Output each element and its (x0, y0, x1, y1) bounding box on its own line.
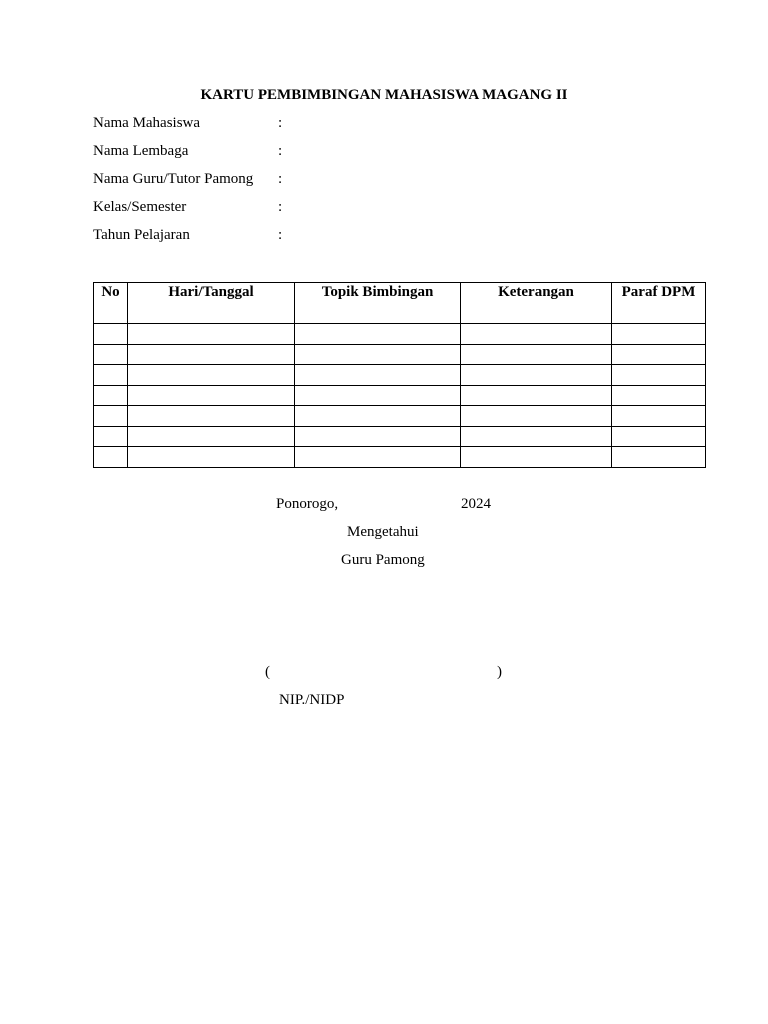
table-cell (295, 344, 461, 365)
signature-close-paren: ) (497, 664, 502, 680)
header-keterangan: Keterangan (461, 283, 612, 324)
role-label: Guru Pamong (341, 552, 425, 568)
table-cell (461, 426, 612, 447)
info-colon: : (278, 199, 283, 215)
page-title: KARTU PEMBIMBINGAN MAHASISWA MAGANG II (200, 87, 568, 103)
guidance-table (93, 282, 706, 468)
table-cell (295, 324, 461, 345)
header-topik-bimbingan: Topik Bimbingan (295, 283, 461, 324)
acknowledged-label: Mengetahui (347, 524, 419, 540)
table-row (94, 385, 706, 406)
table-cell (612, 365, 706, 386)
header-no: No (94, 283, 128, 324)
table-cell (128, 406, 295, 427)
info-label: Kelas/Semester (93, 199, 187, 215)
table-row (94, 426, 706, 447)
nip-label: NIP./NIDP (279, 692, 345, 708)
table-row (94, 344, 706, 365)
table-cell (461, 344, 612, 365)
table-row (94, 447, 706, 468)
table-cell (295, 426, 461, 447)
table-cell (461, 447, 612, 468)
table-cell (612, 447, 706, 468)
table-cell (461, 365, 612, 386)
place-label: Ponorogo, (276, 496, 339, 512)
table-cell (94, 426, 128, 447)
table-cell (295, 406, 461, 427)
info-colon: : (278, 227, 283, 243)
info-label: Nama Guru/Tutor Pamong (93, 171, 254, 187)
table-cell (295, 447, 461, 468)
table-cell (128, 344, 295, 365)
table-row (94, 324, 706, 345)
year-label: 2024 (461, 496, 491, 512)
table-cell (461, 385, 612, 406)
table-row (94, 365, 706, 386)
info-colon: : (278, 115, 283, 131)
table-header-row (94, 283, 706, 324)
header-paraf-dpm: Paraf DPM (612, 283, 706, 324)
signature-open-paren: ( (265, 664, 270, 680)
table-cell (128, 324, 295, 345)
table-cell (128, 426, 295, 447)
table-cell (94, 344, 128, 365)
table-cell (94, 406, 128, 427)
header-hari-tanggal: Hari/Tanggal (128, 283, 295, 324)
table-row (94, 406, 706, 427)
table-cell (461, 324, 612, 345)
table-cell (128, 447, 295, 468)
info-colon: : (278, 171, 283, 187)
info-label: Nama Lembaga (93, 143, 189, 159)
table-cell (128, 365, 295, 386)
table-cell (612, 406, 706, 427)
table-cell (94, 385, 128, 406)
info-label: Nama Mahasiswa (93, 115, 201, 131)
table-cell (612, 344, 706, 365)
table-cell (612, 385, 706, 406)
table-cell (461, 406, 612, 427)
table-cell (128, 385, 295, 406)
info-colon: : (278, 143, 283, 159)
table-cell (295, 365, 461, 386)
table-cell (94, 447, 128, 468)
table-cell (612, 426, 706, 447)
table-cell (94, 365, 128, 386)
table-cell (295, 385, 461, 406)
table-cell (94, 324, 128, 345)
table-cell (612, 324, 706, 345)
info-label: Tahun Pelajaran (93, 227, 190, 243)
